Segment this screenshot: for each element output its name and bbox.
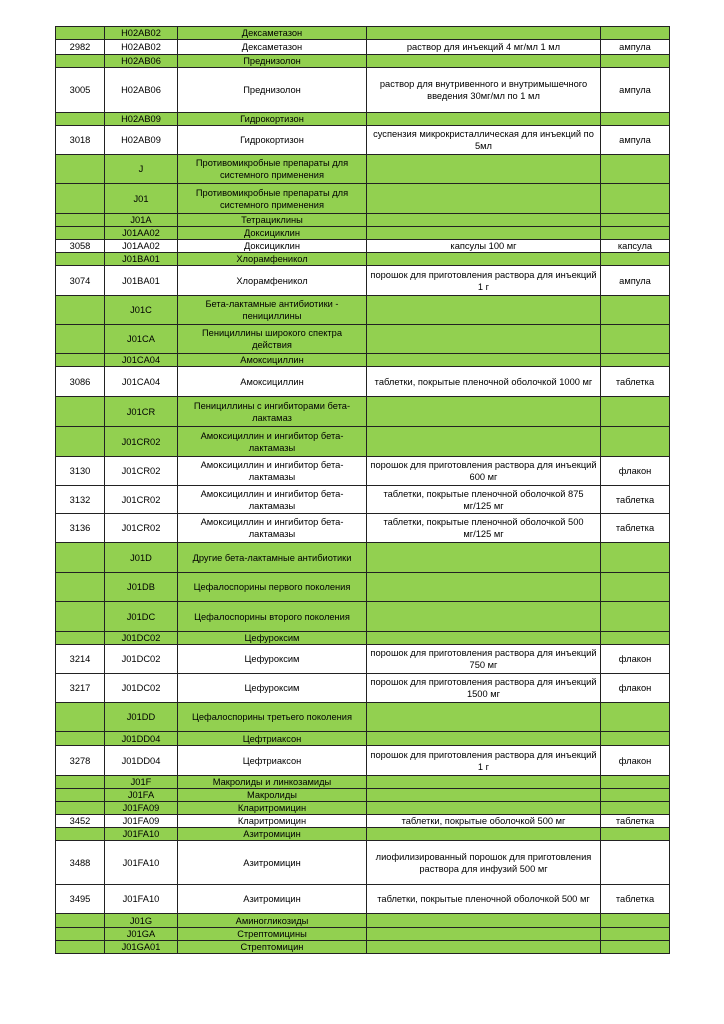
unit-cell	[601, 914, 670, 928]
unit-cell: ампула	[601, 40, 670, 55]
atc-code-cell: J01F	[105, 776, 178, 789]
drug-name-cell: Цефтриаксон	[178, 746, 367, 776]
drug-name-cell: Цефуроксим	[178, 674, 367, 703]
unit-cell: таблетка	[601, 514, 670, 543]
group-row	[56, 602, 670, 632]
unit-cell	[601, 427, 670, 457]
row-number-cell	[56, 732, 105, 746]
dosage-form-cell	[367, 776, 601, 789]
atc-code-cell: J01AA02	[105, 227, 178, 240]
drug-name-cell: Азитромицин	[178, 841, 367, 885]
dosage-form-cell: таблетки, покрытые оболочкой 500 мг	[367, 815, 601, 828]
dosage-form-cell: таблетки, покрытые пленочной оболочкой 875 мг/125 мг	[367, 486, 601, 514]
drug-name-cell: Амоксициллин и ингибитор бета-лактамазы	[178, 427, 367, 457]
unit-cell	[601, 543, 670, 573]
row-number-cell	[56, 354, 105, 367]
atc-code-cell: J01A	[105, 214, 178, 227]
atc-code-cell: J01CR02	[105, 427, 178, 457]
drug-table-body	[56, 27, 670, 954]
row-number-cell	[56, 776, 105, 789]
unit-cell	[601, 253, 670, 266]
dosage-form-cell: порошок для приготовления раствора для инъекций 1500 мг	[367, 674, 601, 703]
drug-name-cell: Хлорамфеникол	[178, 253, 367, 266]
drug-name-cell: Другие бета-лактамные антибиотики	[178, 543, 367, 573]
row-number-cell	[56, 802, 105, 815]
drug-name-cell: Амоксициллин и ингибитор бета-лактамазы	[178, 514, 367, 543]
group-row	[56, 914, 670, 928]
dosage-form-cell	[367, 397, 601, 427]
drug-row	[56, 266, 670, 296]
dosage-form-cell: порошок для приготовления раствора для инъекций 750 мг	[367, 645, 601, 674]
row-number-cell	[56, 325, 105, 354]
atc-code-cell: J01DC02	[105, 645, 178, 674]
drug-row	[56, 68, 670, 113]
drug-name-cell: Макролиды и линкозамиды	[178, 776, 367, 789]
row-number-cell: 2982	[56, 40, 105, 55]
row-number-cell: 3495	[56, 885, 105, 914]
dosage-form-cell	[367, 914, 601, 928]
atc-code-cell: J01FA10	[105, 885, 178, 914]
dosage-form-cell	[367, 325, 601, 354]
row-number-cell: 3214	[56, 645, 105, 674]
unit-cell	[601, 703, 670, 732]
group-row	[56, 573, 670, 602]
dosage-form-cell	[367, 802, 601, 815]
drug-row	[56, 486, 670, 514]
atc-code-cell: J01G	[105, 914, 178, 928]
unit-cell	[601, 941, 670, 954]
dosage-form-cell: порошок для приготовления раствора для инъекций 1 г	[367, 266, 601, 296]
atc-code-cell: J01CA	[105, 325, 178, 354]
drug-row	[56, 457, 670, 486]
dosage-form-cell	[367, 155, 601, 184]
row-number-cell	[56, 914, 105, 928]
atc-code-cell: J01CR	[105, 397, 178, 427]
dosage-form-cell: таблетки, покрытые пленочной оболочкой 500 мг	[367, 885, 601, 914]
atc-code-cell: H02AB06	[105, 68, 178, 113]
row-number-cell	[56, 227, 105, 240]
unit-cell	[601, 184, 670, 214]
atc-code-cell: J01CR02	[105, 486, 178, 514]
atc-code-cell: H02AB09	[105, 113, 178, 126]
row-number-cell	[56, 602, 105, 632]
group-row	[56, 227, 670, 240]
group-row	[56, 253, 670, 266]
dosage-form-cell	[367, 227, 601, 240]
group-row	[56, 214, 670, 227]
group-row	[56, 732, 670, 746]
atc-code-cell: J01BA01	[105, 253, 178, 266]
row-number-cell	[56, 253, 105, 266]
row-number-cell: 3086	[56, 367, 105, 397]
group-row	[56, 325, 670, 354]
unit-cell: таблетка	[601, 367, 670, 397]
group-row	[56, 632, 670, 645]
atc-code-cell: J01C	[105, 296, 178, 325]
group-row	[56, 703, 670, 732]
drug-name-cell: Тетрациклины	[178, 214, 367, 227]
row-number-cell	[56, 55, 105, 68]
unit-cell: ампула	[601, 68, 670, 113]
group-row	[56, 543, 670, 573]
unit-cell	[601, 55, 670, 68]
dosage-form-cell	[367, 543, 601, 573]
drug-row	[56, 841, 670, 885]
drug-name-cell: Амоксициллин и ингибитор бета-лактамазы	[178, 486, 367, 514]
unit-cell	[601, 214, 670, 227]
drug-row	[56, 514, 670, 543]
row-number-cell	[56, 184, 105, 214]
drug-row	[56, 645, 670, 674]
atc-code-cell: J	[105, 155, 178, 184]
row-number-cell: 3132	[56, 486, 105, 514]
drug-name-cell: Гидрокортизон	[178, 113, 367, 126]
drug-name-cell: Пенициллины широкого спектра действия	[178, 325, 367, 354]
drug-name-cell: Цефалоспорины первого поколения	[178, 573, 367, 602]
unit-cell: ампула	[601, 266, 670, 296]
drug-name-cell: Цефуроксим	[178, 645, 367, 674]
drug-name-cell: Дексаметазон	[178, 27, 367, 40]
drug-name-cell: Хлорамфеникол	[178, 266, 367, 296]
row-number-cell	[56, 214, 105, 227]
unit-cell: флакон	[601, 674, 670, 703]
drug-name-cell: Цефуроксим	[178, 632, 367, 645]
drug-name-cell: Бета-лактамные антибиотики - пенициллины	[178, 296, 367, 325]
drug-row	[56, 240, 670, 253]
atc-code-cell: J01CR02	[105, 514, 178, 543]
atc-code-cell: H02AB09	[105, 126, 178, 155]
atc-code-cell: J01FA	[105, 789, 178, 802]
drug-name-cell: Амоксициллин и ингибитор бета-лактамазы	[178, 457, 367, 486]
dosage-form-cell: таблетки, покрытые пленочной оболочкой 1000 мг	[367, 367, 601, 397]
unit-cell	[601, 227, 670, 240]
unit-cell: таблетка	[601, 885, 670, 914]
drug-name-cell: Амоксициллин	[178, 367, 367, 397]
unit-cell	[601, 928, 670, 941]
unit-cell	[601, 354, 670, 367]
dosage-form-cell	[367, 427, 601, 457]
dosage-form-cell	[367, 184, 601, 214]
unit-cell: флакон	[601, 457, 670, 486]
atc-code-cell: J01GA	[105, 928, 178, 941]
atc-code-cell: J01CA04	[105, 354, 178, 367]
row-number-cell	[56, 703, 105, 732]
atc-code-cell: J01	[105, 184, 178, 214]
atc-code-cell: J01DD04	[105, 746, 178, 776]
dosage-form-cell	[367, 941, 601, 954]
unit-cell	[601, 632, 670, 645]
row-number-cell	[56, 632, 105, 645]
drug-name-cell: Стрептомицин	[178, 941, 367, 954]
row-number-cell: 3136	[56, 514, 105, 543]
unit-cell	[601, 828, 670, 841]
row-number-cell	[56, 789, 105, 802]
unit-cell	[601, 325, 670, 354]
dosage-form-cell	[367, 296, 601, 325]
group-row	[56, 776, 670, 789]
drug-name-cell: Цефтриаксон	[178, 732, 367, 746]
unit-cell	[601, 789, 670, 802]
group-row	[56, 928, 670, 941]
group-row	[56, 184, 670, 214]
row-number-cell	[56, 296, 105, 325]
atc-code-cell: J01AA02	[105, 240, 178, 253]
drug-name-cell: Кларитромицин	[178, 802, 367, 815]
drug-name-cell: Макролиды	[178, 789, 367, 802]
dosage-form-cell	[367, 214, 601, 227]
dosage-form-cell: таблетки, покрытые пленочной оболочкой 500 мг/125 мг	[367, 514, 601, 543]
drug-table	[55, 26, 670, 954]
drug-row	[56, 40, 670, 55]
drug-name-cell: Цефалоспорины третьего поколения	[178, 703, 367, 732]
row-number-cell	[56, 828, 105, 841]
drug-name-cell: Доксициклин	[178, 240, 367, 253]
row-number-cell: 3278	[56, 746, 105, 776]
group-row	[56, 427, 670, 457]
drug-name-cell: Преднизолон	[178, 68, 367, 113]
drug-row	[56, 126, 670, 155]
group-row	[56, 27, 670, 40]
unit-cell: таблетка	[601, 815, 670, 828]
atc-code-cell: J01BA01	[105, 266, 178, 296]
group-row	[56, 55, 670, 68]
drug-name-cell: Цефалоспорины второго поколения	[178, 602, 367, 632]
row-number-cell	[56, 27, 105, 40]
group-row	[56, 397, 670, 427]
dosage-form-cell	[367, 27, 601, 40]
atc-code-cell: J01DB	[105, 573, 178, 602]
drug-name-cell: Пенициллины с ингибиторами бета-лактамаз	[178, 397, 367, 427]
unit-cell	[601, 27, 670, 40]
atc-code-cell: H02AB02	[105, 40, 178, 55]
dosage-form-cell	[367, 732, 601, 746]
dosage-form-cell: порошок для приготовления раствора для инъекций 1 г	[367, 746, 601, 776]
group-row	[56, 802, 670, 815]
row-number-cell: 3005	[56, 68, 105, 113]
drug-name-cell: Дексаметазон	[178, 40, 367, 55]
row-number-cell	[56, 928, 105, 941]
row-number-cell	[56, 113, 105, 126]
atc-code-cell: J01DC	[105, 602, 178, 632]
group-row	[56, 941, 670, 954]
dosage-form-cell	[367, 789, 601, 802]
drug-name-cell: Амоксициллин	[178, 354, 367, 367]
dosage-form-cell	[367, 928, 601, 941]
group-row	[56, 354, 670, 367]
atc-code-cell: J01FA10	[105, 828, 178, 841]
dosage-form-cell	[367, 632, 601, 645]
unit-cell	[601, 296, 670, 325]
dosage-form-cell: раствор для внутривенного и внутримышечного введения 30мг/мл по 1 мл	[367, 68, 601, 113]
drug-row	[56, 815, 670, 828]
unit-cell	[601, 802, 670, 815]
row-number-cell: 3130	[56, 457, 105, 486]
drug-name-cell: Гидрокортизон	[178, 126, 367, 155]
row-number-cell: 3488	[56, 841, 105, 885]
row-number-cell: 3217	[56, 674, 105, 703]
dosage-form-cell	[367, 602, 601, 632]
dosage-form-cell	[367, 828, 601, 841]
unit-cell	[601, 573, 670, 602]
atc-code-cell: J01DC02	[105, 632, 178, 645]
atc-code-cell: J01CA04	[105, 367, 178, 397]
group-row	[56, 789, 670, 802]
unit-cell: капсула	[601, 240, 670, 253]
dosage-form-cell: суспензия микрокристаллическая для инъекций по 5мл	[367, 126, 601, 155]
dosage-form-cell: раствор для инъекций 4 мг/мл 1 мл	[367, 40, 601, 55]
drug-name-cell: Стрептомицины	[178, 928, 367, 941]
drug-name-cell: Преднизолон	[178, 55, 367, 68]
atc-code-cell: J01CR02	[105, 457, 178, 486]
group-row	[56, 296, 670, 325]
unit-cell	[601, 732, 670, 746]
dosage-form-cell	[367, 113, 601, 126]
drug-row	[56, 746, 670, 776]
row-number-cell	[56, 397, 105, 427]
atc-code-cell: H02AB06	[105, 55, 178, 68]
drug-name-cell: Противомикробные препараты для системного применения	[178, 155, 367, 184]
unit-cell	[601, 841, 670, 885]
row-number-cell	[56, 155, 105, 184]
drug-row	[56, 367, 670, 397]
row-number-cell	[56, 427, 105, 457]
row-number-cell	[56, 941, 105, 954]
dosage-form-cell	[367, 55, 601, 68]
drug-name-cell: Азитромицин	[178, 885, 367, 914]
dosage-form-cell: капсулы 100 мг	[367, 240, 601, 253]
drug-name-cell: Аминогликозиды	[178, 914, 367, 928]
unit-cell	[601, 602, 670, 632]
unit-cell	[601, 113, 670, 126]
row-number-cell	[56, 573, 105, 602]
unit-cell: флакон	[601, 746, 670, 776]
dosage-form-cell	[367, 573, 601, 602]
atc-code-cell: J01D	[105, 543, 178, 573]
drug-name-cell: Доксициклин	[178, 227, 367, 240]
dosage-form-cell: лиофилизированный порошок для приготовления раствора для инфузий 500 мг	[367, 841, 601, 885]
row-number-cell: 3074	[56, 266, 105, 296]
dosage-form-cell	[367, 703, 601, 732]
unit-cell	[601, 397, 670, 427]
atc-code-cell: J01FA09	[105, 815, 178, 828]
unit-cell	[601, 155, 670, 184]
row-number-cell: 3018	[56, 126, 105, 155]
drug-list-sheet	[55, 26, 669, 954]
atc-code-cell: J01DD	[105, 703, 178, 732]
group-row	[56, 113, 670, 126]
atc-code-cell: J01FA09	[105, 802, 178, 815]
atc-code-cell: J01FA10	[105, 841, 178, 885]
unit-cell: флакон	[601, 645, 670, 674]
unit-cell: ампула	[601, 126, 670, 155]
atc-code-cell: J01GA01	[105, 941, 178, 954]
dosage-form-cell	[367, 253, 601, 266]
unit-cell	[601, 776, 670, 789]
row-number-cell: 3452	[56, 815, 105, 828]
drug-row	[56, 885, 670, 914]
dosage-form-cell	[367, 354, 601, 367]
drug-name-cell: Противомикробные препараты для системного применения	[178, 184, 367, 214]
atc-code-cell: J01DC02	[105, 674, 178, 703]
drug-row	[56, 674, 670, 703]
drug-name-cell: Азитромицин	[178, 828, 367, 841]
drug-name-cell: Кларитромицин	[178, 815, 367, 828]
unit-cell: таблетка	[601, 486, 670, 514]
atc-code-cell: J01DD04	[105, 732, 178, 746]
row-number-cell	[56, 543, 105, 573]
dosage-form-cell: порошок для приготовления раствора для инъекций 600 мг	[367, 457, 601, 486]
group-row	[56, 828, 670, 841]
row-number-cell: 3058	[56, 240, 105, 253]
group-row	[56, 155, 670, 184]
atc-code-cell: H02AB02	[105, 27, 178, 40]
